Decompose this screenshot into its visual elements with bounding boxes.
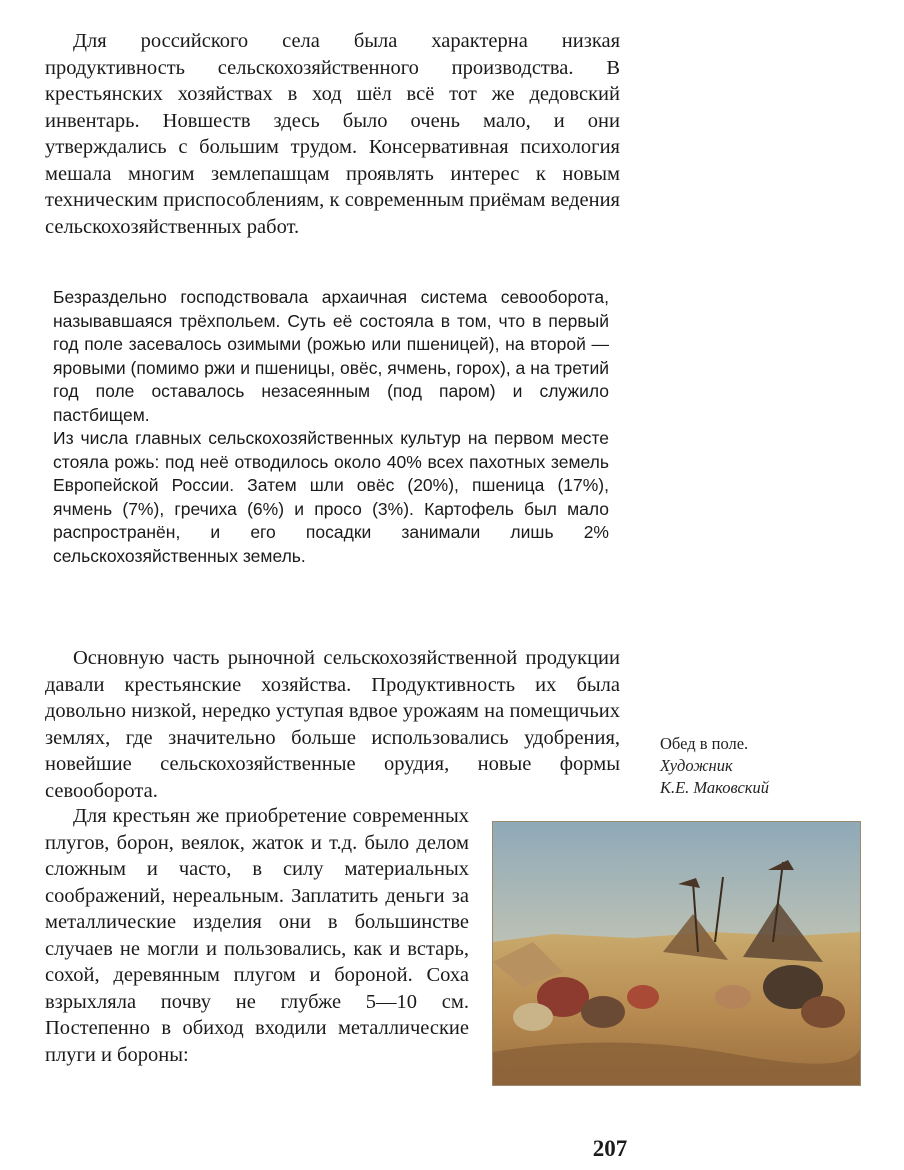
- painting-image: [492, 821, 861, 1086]
- caption-artist-label: Художник: [660, 756, 733, 775]
- paragraph-intro: [45, 28, 620, 240]
- info-box-paragraph-2: Из числа главных сельскохозяйственных культур на первом месте стояла рожь: под неё отводилось около 40% всех пахотных земель Европейской России. Затем шли овёс (20%), пшеница (17%), ячмень (7%), гречиха (6%) и просо (3%). Картофель был мало распространён, и его посадки занимали лишь 2% сельскохозяйственных земель.: [53, 428, 609, 566]
- page-number: 207: [592, 1136, 628, 1161]
- info-box-paragraph-1: Безраздельно господствовала архаичная система севооборота, называвшаяся трёхпольем. Суть её состояла в том, что в первый год поле засевалось озимыми (рожью или пшеницей), на второй — яровыми (помимо ржи и пшеницы, овёс, ячмень, горох), а на третий год поле оставалось незасеянным (под паром) и служило пастбищем.: [53, 287, 609, 425]
- caption-artist-name: К.Е. Маковский: [660, 778, 769, 797]
- image-caption: [660, 733, 880, 799]
- paragraph-market: [45, 645, 620, 804]
- info-box: [53, 286, 609, 568]
- caption-title: Обед в поле.: [660, 734, 749, 753]
- paragraph-market-text: Основную часть рыночной сельскохозяйственной продукции давали крестьянские хозяйства. Продуктивность их была довольно низкой, нередко уступая вдвое урожаям на помещичьих землях, где значительно больше использовались удобрения, новейшие сельскохозяйственные орудия, новые формы севооборота.: [45, 647, 620, 802]
- paragraph-intro-text: Для российского села была характерна низкая продуктивность сельскохозяйственного производства. В крестьянских хозяйствах в ход шёл всё тот же дедовский инвентарь. Новшеств здесь было очень мало, и они утверждались с большим трудом. Консервативная психология мешала многим землепашцам проявлять интерес к новым техническим приспособлениям, к современным приёмам ведения сельскохозяйственных работ.: [45, 30, 620, 238]
- paragraph-tools-text: Для крестьян же приобретение современных плугов, борон, веялок, жаток и т.д. было делом сложным и часто, в силу материальных соображений, нереальным. Заплатить деньги за металлические изделия они в большинстве случаев не могли и пользовались, как и встарь, сохой, деревянным плугом и бороной. Соха взрыхляла почву не глубже 5—10 см. Постепенно в обиход входили металлические плуги и бороны:: [45, 805, 469, 1066]
- paragraph-tools: [45, 803, 469, 1068]
